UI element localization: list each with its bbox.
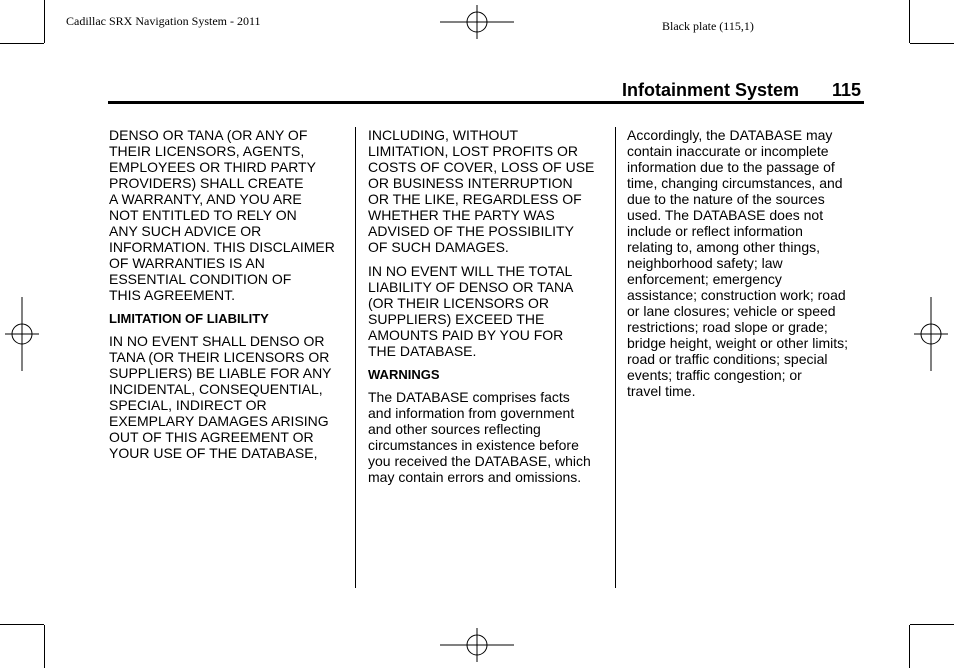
section-heading: LIMITATION OF LIABILITY (109, 311, 269, 326)
crop-mark (44, 625, 45, 668)
column-3 (627, 127, 867, 407)
paragraph: INCLUDING, WITHOUT LIMITATION, LOST PROFITS OR COSTS OF COVER, LOSS OF USE OR BUSINESS INTERRUPTION OR THE LIKE, REGARDLESS OF WHETHER THE PARTY WAS ADVISED OF THE POSSIBILITY OF SUCH DAMAGES. (368, 127, 595, 255)
crop-mark (44, 0, 45, 43)
crop-mark (910, 624, 954, 625)
paragraph: Accordingly, the DATABASE may contain inaccurate or incomplete information due to the passage of time, changing circumstances, and due to the nature of the sources used. The DATABASE does not include or reflect information relating to, among other things, neighborhood safety; law enforcement; emergency assistance; construction work; road or lane closures; vehicle or speed restrictions; road slope or grade; bridge height, weight or other limits; road or traffic conditions; special events; traffic congestion; or travel time. (627, 127, 848, 399)
paragraph: IN NO EVENT WILL THE TOTAL LIABILITY OF DENSO OR TANA (OR THEIR LICENSORS OR SUPPLIERS) EXCEED THE AMOUNTS PAID BY YOU FOR THE DATABASE. (368, 263, 574, 359)
slug-right: Black plate (115,1) (662, 19, 754, 33)
page-number: 115 (832, 80, 862, 100)
registration-mark-icon (440, 5, 514, 39)
crop-mark (910, 43, 954, 44)
section-title: Infotainment System (622, 80, 800, 100)
header-rule (108, 101, 864, 104)
paragraph: The DATABASE comprises facts and information from government and other sources reflecting circumstances in existence before you received the DATABASE, which may contain errors and omissions. (368, 389, 591, 485)
crop-mark (0, 624, 44, 625)
crop-mark (0, 43, 44, 44)
crop-mark (909, 0, 910, 43)
section-heading: WARNINGS (368, 367, 440, 382)
slug-left: Cadillac SRX Navigation System - 2011 (66, 14, 261, 28)
column-divider (355, 127, 356, 588)
column-2 (368, 127, 608, 493)
registration-mark-icon (440, 628, 514, 662)
registration-mark-icon (914, 297, 948, 371)
paragraph: DENSO OR TANA (OR ANY OF THEIR LICENSORS, AGENTS, EMPLOYEES OR THIRD PARTY PROVIDERS) SHALL CREATE A WARRANTY, AND YOU ARE NOT ENTITLED TO RELY ON ANY SUCH ADVICE OR INFORMATION. THIS DISCLAIMER OF WARRANTIES IS AN ESSENTIAL CONDITION OF THIS AGREEMENT. (109, 127, 335, 303)
column-1 (109, 127, 349, 469)
registration-mark-icon (5, 297, 39, 371)
crop-mark (909, 625, 910, 668)
paragraph: IN NO EVENT SHALL DENSO OR TANA (OR THEIR LICENSORS OR SUPPLIERS) BE LIABLE FOR ANY INCIDENTAL, CONSEQUENTIAL, SPECIAL, INDIRECT OR EXEMPLARY DAMAGES ARISING OUT OF THIS AGREEMENT OR YOUR USE OF THE DATABASE, (109, 333, 332, 461)
column-divider (615, 127, 616, 588)
